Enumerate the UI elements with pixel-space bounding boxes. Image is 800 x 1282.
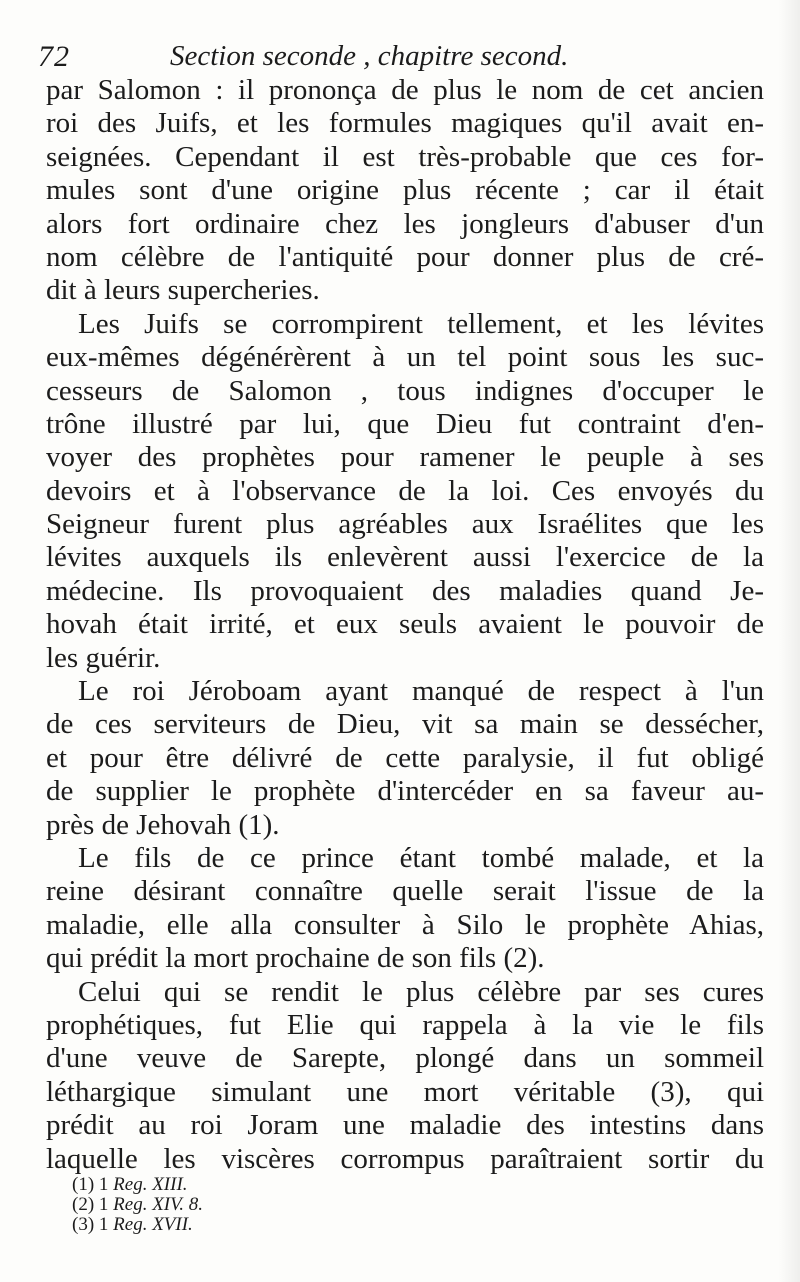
- text-line: près de Jehovah (1).: [46, 808, 280, 841]
- footnote-mark: (1): [72, 1174, 99, 1195]
- running-title: Section seconde , chapitre second.: [170, 40, 569, 72]
- text-line: léthargique simulant une mort véritable (3), qui: [46, 1075, 764, 1108]
- text-line: Les Juifs se corrompirent tellement, et les lévites: [78, 307, 764, 340]
- text-line: par Salomon : il prononça de plus le nom de cet ancien: [46, 74, 764, 106]
- text-line: Le roi Jéroboam ayant manqué de respect à l'un: [78, 675, 764, 708]
- text-line: Seigneur furent plus agréables aux Israélites que les: [46, 508, 764, 541]
- page-number: 72: [38, 40, 70, 73]
- footnotes: [72, 1175, 203, 1235]
- text-line: dit à leurs supercheries.: [46, 274, 320, 307]
- footnote: [72, 1215, 203, 1235]
- text-line: cesseurs de Salomon , tous indignes d'occuper le: [46, 374, 764, 407]
- footnote-mark: (2): [72, 1194, 99, 1215]
- footnote-mark: (3): [72, 1214, 99, 1235]
- footnote-reference: Reg. XIII.: [113, 1174, 188, 1195]
- footnote-book-number: 1: [98, 1214, 114, 1235]
- text-line: mules sont d'une origine plus récente ; car il était: [46, 174, 764, 207]
- text-line: médecine. Ils provoquaient des maladies quand Je-: [46, 574, 764, 607]
- text-line: prophétiques, fut Elie qui rappela à la vie le fils: [46, 1008, 764, 1041]
- page-edge-shadow: [778, 0, 800, 1282]
- text-line: eux-mêmes dégénérèrent à un tel point sous les suc-: [46, 341, 764, 374]
- text-line: reine désirant connaître quelle serait l'issue de la: [46, 875, 764, 908]
- text-line: Celui qui se rendit le plus célèbre par ses cures: [78, 975, 764, 1008]
- footnote: [72, 1175, 203, 1195]
- text-line: d'une veuve de Sarepte, plongé dans un sommeil: [46, 1042, 764, 1075]
- text-line: prédit au roi Joram une maladie des intestins dans: [46, 1109, 764, 1142]
- text-line: qui prédit la mort prochaine de son fils (2).: [46, 942, 545, 975]
- text-line: voyer des prophètes pour ramener le peuple à ses: [46, 441, 764, 474]
- text-line: alors fort ordinaire chez les jongleurs d'abuser d'un: [46, 207, 764, 240]
- footnote-book-number: 1: [98, 1194, 114, 1215]
- text-line: roi des Juifs, et les formules magiques qu'il avait en-: [46, 107, 764, 140]
- text-line: nom célèbre de l'antiquité pour donner plus de cré-: [46, 240, 764, 273]
- text-line: de supplier le prophète d'intercéder en sa faveur au-: [46, 775, 764, 808]
- text-line: et pour être délivré de cette paralysie, il fut obligé: [46, 741, 764, 774]
- text-line: seignées. Cependant il est très-probable que ces for-: [46, 140, 764, 173]
- text-line: lévites auxquels ils enlevèrent aussi l'exercice de la: [46, 541, 764, 574]
- footnote-reference: Reg. XVII.: [113, 1214, 193, 1235]
- text-line: les guérir.: [46, 641, 161, 674]
- footnote-book-number: 1: [98, 1174, 114, 1195]
- text-line: devoirs et à l'observance de la loi. Ces envoyés du: [46, 474, 764, 507]
- text-line: Le fils de ce prince étant tombé malade, et la: [78, 841, 764, 874]
- text-line: de ces serviteurs de Dieu, vit sa main se dessécher,: [46, 708, 764, 741]
- text-line: hovah était irrité, et eux seuls avaient le pouvoir de: [46, 608, 764, 641]
- footnote-reference: Reg. XIV. 8.: [113, 1194, 204, 1215]
- text-line: laquelle les viscères corrompus paraîtraient sortir du: [46, 1142, 764, 1175]
- body-text: [46, 74, 764, 1176]
- footnote: [72, 1195, 203, 1215]
- text-line: maladie, elle alla consulter à Silo le prophète Ahias,: [46, 908, 764, 941]
- text-line: trône illustré par lui, que Dieu fut contraint d'en-: [46, 407, 764, 440]
